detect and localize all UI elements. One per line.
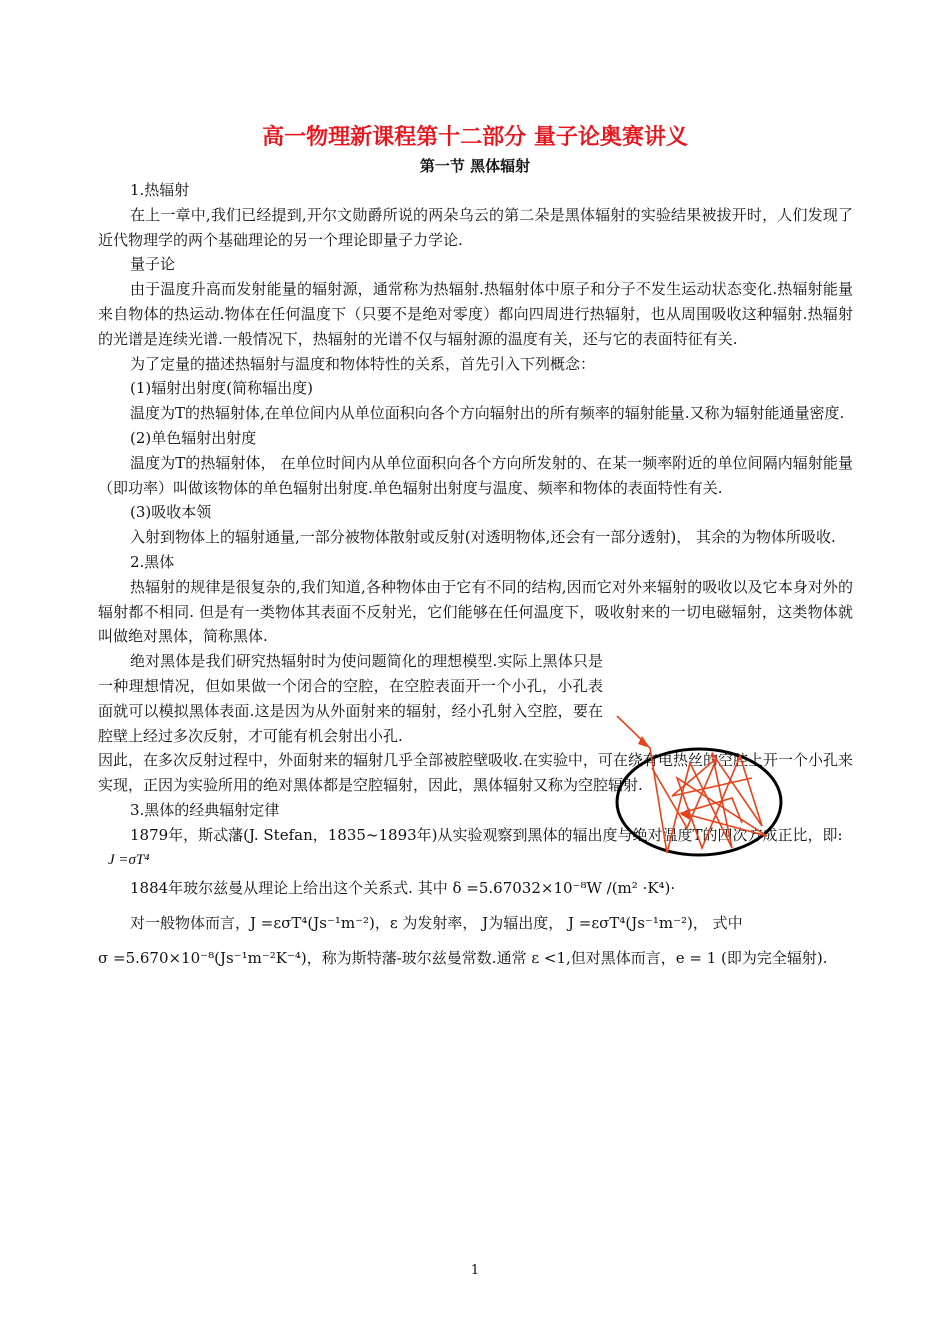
heading-blackbody: 2.黑体 <box>130 552 175 571</box>
blackbody-cavity-figure <box>612 708 787 858</box>
concept-heading: (1)辐射出射度(简称辐出度) <box>130 379 313 398</box>
paragraph: 温度为T的热辐射体,在单位间内从单位面积向各个方向辐射出的所有频率的辐射能量.又称为辐射能通量密度. <box>130 404 845 423</box>
concept-heading: (2)单色辐射出射度 <box>130 428 257 447</box>
paragraph: 1884年玻尔兹曼从理论上给出这个关系式. 其中 δ =5.67032×10⁻⁸W /(m² ·K⁴)· <box>130 879 676 898</box>
paragraph: 温度为T的热辐射体， 在单位时间内从单位面积向各个方向所发射的、在某一频率附近的单位间隔内辐射能量（即功率）叫做该物体的单色辐射出射度.单色辐射出射度与温度、频率和物体的表面特性有关. <box>98 453 853 497</box>
subheading-quantum: 量子论 <box>130 255 176 274</box>
heading-classical-laws: 3.黑体的经典辐射定律 <box>130 800 280 819</box>
document-title: 高一物理新课程第十二部分 量子论奥赛讲义 <box>262 125 688 150</box>
paragraph: 对一般物体而言，J =εσT⁴(Js⁻¹m⁻²)，ε 为发射率， J为辐出度， J =εσT⁴(Js⁻¹m⁻²)， 式中 <box>130 914 743 933</box>
paragraph: 由于温度升高而发射能量的辐射源，通常称为热辐射.热辐射体中原子和分子不发生运动状态变化.热辐射能量来自物体的热运动.物体在任何温度下（只要不是绝对零度）都向四周进行热辐射，也从周围吸收这种辐射.热辐射的光谱是连续光谱.一般情况下，热辐射的光谱不仅与辐射源的温度有关，还与它的表面特征有关. <box>98 280 853 348</box>
paragraph: σ =5.670×10⁻⁸(Js⁻¹m⁻²K⁻⁴)，称为斯特藩-玻尔兹曼常数.通常 ε <1,但对黑体而言，e = 1 (即为完全辐射). <box>98 948 828 967</box>
concept-heading: (3)吸收本领 <box>130 503 212 522</box>
heading-thermal-radiation: 1.热辐射 <box>130 181 190 199</box>
paragraph: 1879年，斯忒藩(J. Stefan，1835~1893年)从实验观察到黑体的辐出度与绝对温度T的四次方成正比，即: <box>130 825 843 844</box>
section-heading: 第一节 黑体辐射 <box>419 157 531 175</box>
reflected-rays <box>617 716 767 853</box>
formula-stefan: J =σT⁴ <box>108 851 150 868</box>
paragraph: 绝对黑体是我们研究热辐射时为使问题简化的理想模型.实际上黑体只是一种理想情况，但如果做一个闭合的空腔，在空腔表面开一个小孔，小孔表面就可以模拟黑体表面.这是因为从外面射来的辐射，经小孔射入空腔，要在腔壁上经过多次反射，才可能有机会射出小孔. <box>98 652 603 745</box>
paragraph: 热辐射的规律是很复杂的,我们知道,各种物体由于它有不同的结构,因而它对外来辐射的吸收以及它本身对外的辐射都不相同. 但是有一类物体其表面不反射光，它们能够在任何温度下，吸收射来的一切电磁辐射，这类物体就叫做绝对黑体，简称黑体. <box>98 577 853 646</box>
paragraph: 在上一章中,我们已经提到,开尔文勋爵所说的两朵乌云的第二朵是黑体辐射的实验结果被拔开时，人们发现了近代物理学的两个基础理论的另一个理论即量子力学论. <box>98 205 853 249</box>
paragraph: 入射到物体上的辐射通量,一部分被物体散射或反射(对透明物体,还会有一部分透射)， 其余的为物体所吸收. <box>130 528 836 547</box>
paragraph: 为了定量的描述热辐射与温度和物体特性的关系，首先引入下列概念： <box>130 354 596 373</box>
page-number: 1 <box>470 1263 480 1278</box>
paragraph: 因此，在多次反射过程中，外面射来的辐射几乎全部被腔壁吸收.在实验中，可在绕有电热丝的空腔上开一个小孔来实现，正因为实验所用的绝对黑体都是空腔辐射，因此，黑体辐射又称为空腔辐射. <box>98 751 853 795</box>
